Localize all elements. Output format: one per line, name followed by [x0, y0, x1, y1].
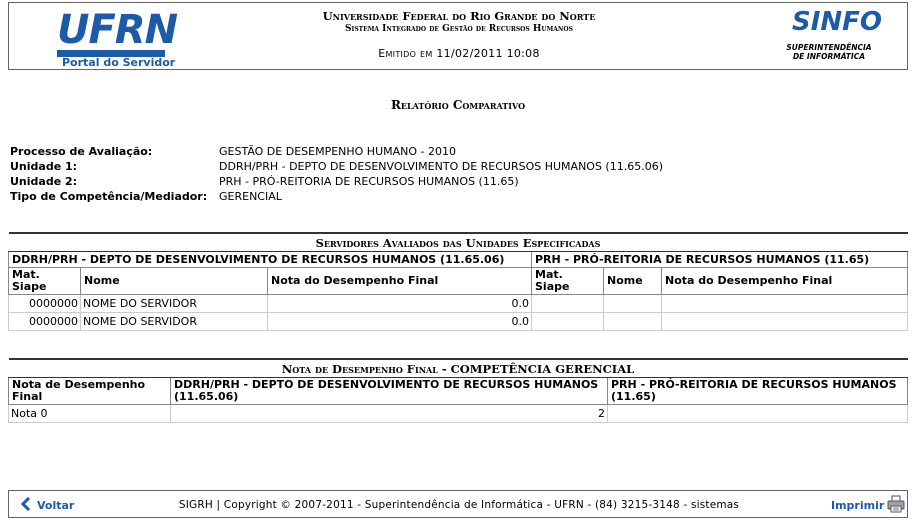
score-cell: 0.0 [268, 295, 532, 313]
score-table [8, 358, 908, 423]
servers-table-caption: Servidores Avaliados das Unidades Especificadas [9, 233, 908, 252]
name-cell: NOME DO SERVIDOR [81, 313, 268, 331]
col-siape-2: Mat. Siape [532, 268, 604, 295]
unit1-header: DDRH/PRH - DEPTO DE DESENVOLVIMENTO DE RECURSOS HUMANOS (11.65.06) [9, 252, 532, 268]
info-label: Unidade 2: [10, 175, 78, 188]
score-table-caption: Nota de Desempenho Final - COMPETÊNCIA GERENCIAL [9, 359, 908, 378]
report-info [10, 144, 663, 204]
report-footer [8, 490, 908, 518]
report-header [8, 2, 908, 70]
info-value: PRH - PRÓ-REITORIA DE RECURSOS HUMANOS (11.65) [219, 175, 519, 188]
info-row [10, 159, 663, 174]
col-score-label: Nota de Desempenho Final [9, 378, 171, 405]
sinfo-logo-text: SINFO [792, 7, 883, 37]
col-score-2: Nota do Desempenho Final [662, 268, 908, 295]
university-name: Universidade Federal do Rio Grande do Norte [322, 9, 596, 23]
siape-cell: 0000000 [9, 313, 81, 331]
sinfo-logo [784, 7, 883, 67]
siape-cell: 0000000 [9, 295, 81, 313]
sinfo-caption-line1: SUPERINTENDÊNCIA [786, 43, 872, 52]
info-row [10, 189, 663, 204]
table-row [9, 405, 908, 423]
empty-cell [532, 313, 604, 331]
table-row [9, 295, 908, 313]
empty-cell [662, 295, 908, 313]
empty-cell [532, 295, 604, 313]
score-column-header-row [9, 378, 908, 405]
servers-table [8, 232, 908, 331]
empty-cell [604, 295, 662, 313]
portal-servidor-link[interactable]: Portal do Servidor [62, 56, 176, 69]
unit2-count-cell [608, 405, 908, 423]
report-title: Relatório Comparativo [390, 98, 526, 112]
score-label-cell: Nota 0 [9, 405, 171, 423]
score-table-caption-row [9, 359, 908, 378]
unit1-count-cell: 2 [171, 405, 608, 423]
info-value: GERENCIAL [219, 190, 282, 203]
print-button[interactable]: Imprimir [831, 499, 885, 512]
header-center [9, 9, 909, 60]
empty-cell [662, 313, 908, 331]
unit-header-row [9, 252, 908, 268]
info-value: GESTÃO DE DESEMPENHO HUMANO - 2010 [219, 145, 456, 158]
ufrn-logo-text: UFRN [57, 7, 178, 53]
info-row [10, 144, 663, 159]
system-name: Sistema Integrado de Gestão de Recursos Humanos [345, 24, 573, 34]
back-label: Voltar [37, 498, 75, 512]
col-name-2: Nome [604, 268, 662, 295]
name-cell: NOME DO SERVIDOR [81, 295, 268, 313]
col-unit1: DDRH/PRH - DEPTO DE DESENVOLVIMENTO DE RECURSOS HUMANOS (11.65.06) [171, 378, 608, 405]
info-label: Unidade 1: [10, 160, 78, 173]
printer-icon[interactable] [887, 495, 905, 513]
col-score-1: Nota do Desempenho Final [268, 268, 532, 295]
emission-date: Emitido em 11/02/2011 10:08 [378, 47, 540, 60]
empty-cell [604, 313, 662, 331]
col-unit2: PRH - PRÓ-REITORIA DE RECURSOS HUMANOS (11.65) [608, 378, 908, 405]
info-label: Processo de Avaliação: [10, 145, 153, 158]
table-row [9, 313, 908, 331]
col-name-1: Nome [81, 268, 268, 295]
info-label: Tipo de Competência/Mediador: [10, 190, 208, 203]
info-row [10, 174, 663, 189]
servers-table-caption-row [9, 233, 908, 252]
sinfo-caption [784, 43, 874, 61]
info-value: DDRH/PRH - DEPTO DE DESENVOLVIMENTO DE RECURSOS HUMANOS (11.65.06) [219, 160, 663, 173]
col-siape-1: Mat. Siape [9, 268, 81, 295]
unit2-header: PRH - PRÓ-REITORIA DE RECURSOS HUMANOS (11.65) [532, 252, 908, 268]
score-cell: 0.0 [268, 313, 532, 331]
sinfo-caption-line2: DE INFORMÁTICA [792, 52, 866, 61]
column-header-row [9, 268, 908, 295]
copyright-text: SIGRH | Copyright © 2007-2011 - Superintendência de Informática - UFRN - (84) 3215-3148 - sistemas [178, 499, 740, 511]
